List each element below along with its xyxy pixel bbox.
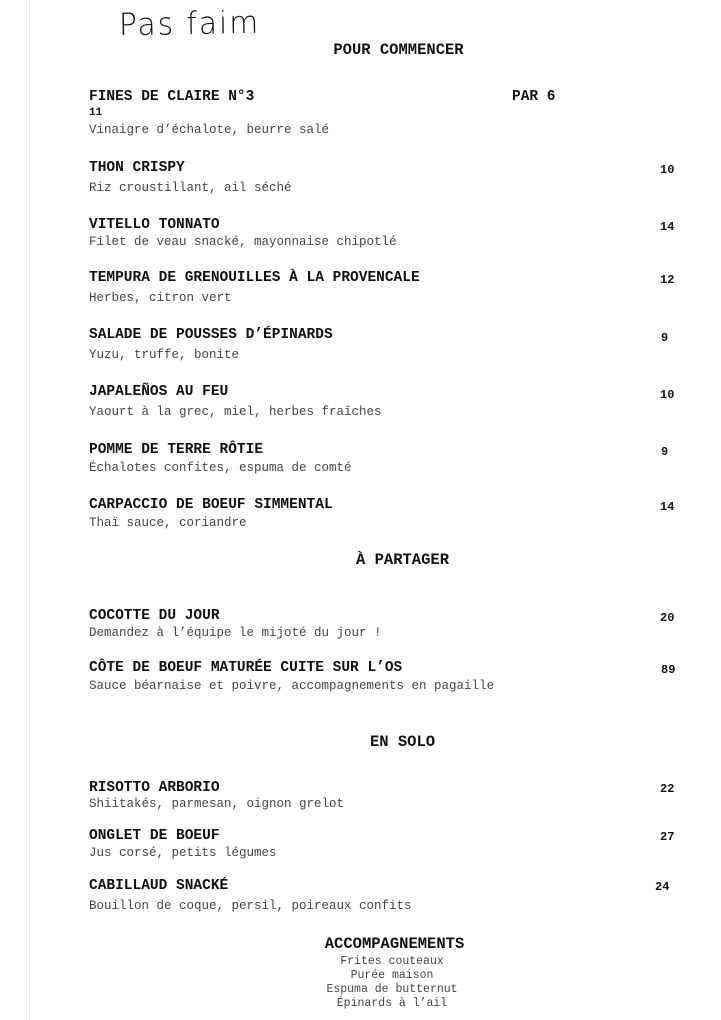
menu-item-price: 89 [661, 663, 676, 677]
menu-item-description: Herbes, citron vert [89, 291, 232, 305]
menu-item-description: Yuzu, truffe, bonite [89, 348, 240, 362]
menu-item-name: FINES DE CLAIRE N°3 [89, 89, 255, 105]
menu-item-name: TEMPURA DE GRENOUILLES À LA PROVENCALE [89, 270, 420, 286]
menu-item-price: 22 [660, 782, 675, 796]
section-title-pour-commencer: POUR COMMENCER [333, 41, 464, 59]
page-edge-line [29, 0, 30, 1020]
menu-item-description: Jus corsé, petits légumes [89, 846, 277, 860]
menu-item-name: THON CRISPY [89, 160, 185, 176]
menu-item-name: SALADE DE POUSSES D’ÉPINARDS [89, 327, 333, 343]
menu-item-price: 9 [661, 445, 669, 459]
side-dish-item: Espuma de butternut [326, 983, 458, 996]
menu-item-price: 14 [660, 500, 675, 514]
menu-item-price: 9 [661, 331, 669, 345]
menu-item-price: 14 [660, 220, 675, 234]
menu-item-description: Filet de veau snacké, mayonnaise chipotlé [89, 235, 397, 249]
menu-item-price: 10 [660, 163, 675, 177]
menu-item-description: Sauce béarnaise et poivre, accompagnements en pagaille [89, 679, 495, 693]
menu-item-price: 24 [655, 880, 670, 894]
menu-item-description: Shiitakés, parmesan, oignon grelot [89, 797, 345, 811]
menu-item-description: Vinaigre d’échalote, beurre salé [89, 123, 330, 137]
menu-item-description: Riz croustillant, ail séché [89, 181, 292, 195]
menu-item-name: VITELLO TONNATO [89, 217, 220, 233]
menu-item-name: CABILLAUD SNACKÉ [89, 878, 229, 894]
side-dish-item: Frites couteaux [340, 955, 444, 968]
menu-item-price: 11 [89, 107, 103, 119]
menu-item-price: 20 [660, 611, 675, 625]
menu-item-description: Yaourt à la grec, miel, herbes fraîches [89, 405, 382, 419]
menu-item-name: JAPALEÑOS AU FEU [89, 384, 229, 400]
menu-item-description: Échalotes confites, espuma de comté [89, 461, 352, 475]
menu-item-name: CÔTE DE BOEUF MATURÉE CUITE SUR L’OS [89, 660, 403, 676]
section-title-en-solo: EN SOLO [369, 733, 436, 751]
menu-item-description: Bouillon de coque, persil, poireaux confits [89, 899, 412, 913]
menu-item-name: COCOTTE DU JOUR [89, 608, 220, 624]
section-title-a-partager: À PARTAGER [355, 551, 449, 569]
menu-item-name: CARPACCIO DE BOEUF SIMMENTAL [89, 497, 333, 513]
menu-item-name: POMME DE TERRE RÔTIE [89, 442, 264, 458]
restaurant-logo: Pas faim [118, 4, 261, 44]
menu-item-qualifier: PAR 6 [512, 89, 556, 105]
menu-item-price: 27 [660, 830, 675, 844]
menu-item-description: Thaï sauce, coriandre [89, 516, 247, 530]
menu-item-price: 12 [660, 273, 675, 287]
section-title-accompagnements: ACCOMPAGNEMENTS [324, 935, 465, 953]
side-dish-item: Purée maison [350, 969, 434, 982]
side-dish-item: Épinards à l’ail [336, 997, 448, 1010]
menu-item-price: 10 [660, 388, 675, 402]
menu-item-description: Demandez à l’équipe le mijoté du jour ! [89, 626, 382, 640]
menu-item-name: RISOTTO ARBORIO [89, 780, 220, 796]
menu-item-name: ONGLET DE BOEUF [89, 828, 220, 844]
